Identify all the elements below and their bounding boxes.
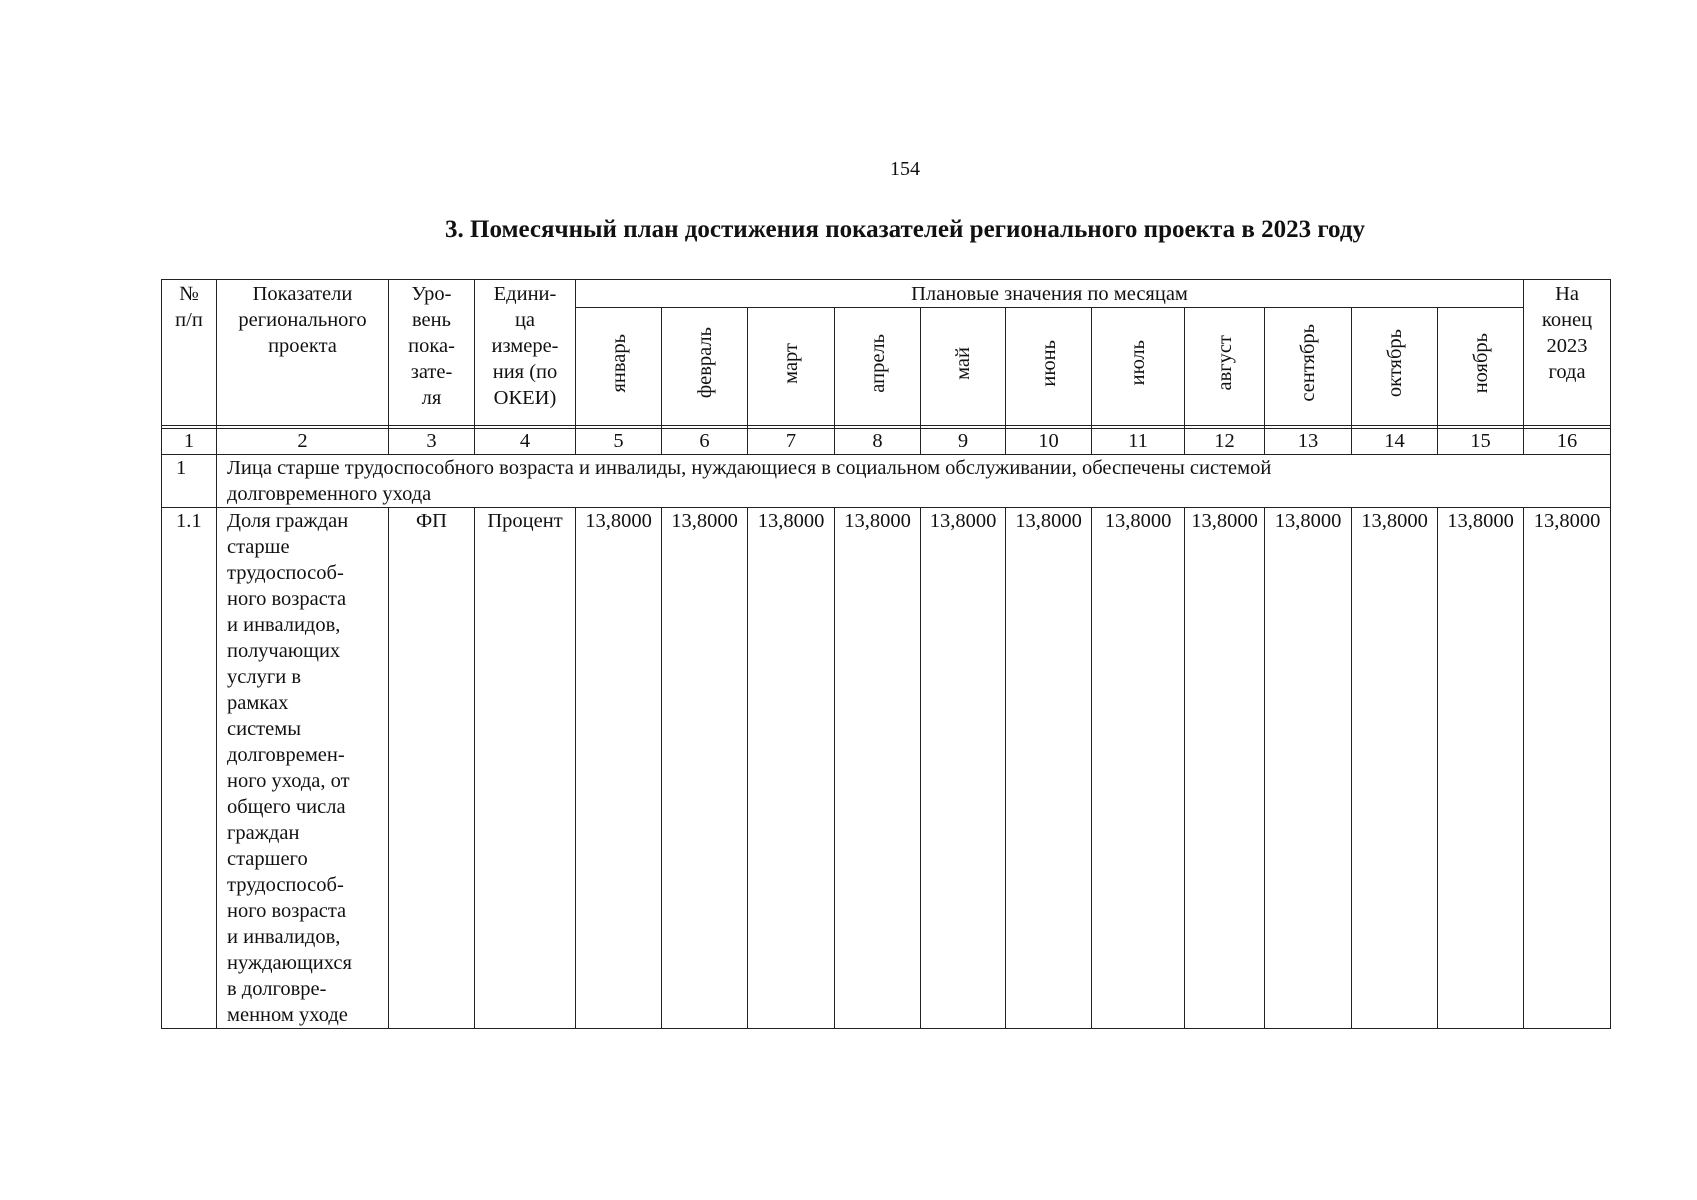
column-number: 4 (475, 429, 576, 455)
indicator-number: 1.1 (162, 508, 217, 1029)
month-label: ноябрь (1469, 332, 1492, 394)
month-value: 13,8000 (1352, 508, 1438, 1029)
header-year-end (1524, 280, 1611, 426)
column-number: 1 (162, 429, 217, 455)
month-value: 13,8000 (1006, 508, 1092, 1029)
month-label: июнь (1037, 339, 1060, 387)
indicator-name-line: менном уходе (227, 1004, 348, 1026)
month-header (662, 308, 748, 426)
month-header (1092, 308, 1185, 426)
month-label: октябрь (1383, 328, 1406, 398)
header-level-line: вень (412, 309, 451, 331)
indicator-level: ФП (389, 508, 475, 1029)
indicator-name-line: старше (227, 536, 290, 558)
month-header (1006, 308, 1092, 426)
month-label: август (1213, 335, 1236, 391)
document-title: 3. Помесячный план достижения показателей регионального проекта в 2023 году (445, 216, 1365, 243)
year-end-value: 13,8000 (1524, 508, 1611, 1029)
month-value: 13,8000 (835, 508, 921, 1029)
indicator-name-line: долговремен- (227, 744, 345, 766)
month-value: 13,8000 (748, 508, 835, 1029)
indicator-name-line: и инвалидов, (227, 614, 341, 636)
month-header (1265, 308, 1352, 426)
month-header (835, 308, 921, 426)
month-value: 13,8000 (921, 508, 1006, 1029)
header-indicator-line: регионального (238, 309, 367, 331)
header-level-line: пока- (408, 335, 455, 357)
indicator-name-line: рамках (227, 692, 289, 714)
header-level-line: ля (421, 387, 442, 409)
month-label: июль (1127, 340, 1149, 386)
month-value: 13,8000 (1185, 508, 1265, 1029)
month-header (576, 308, 662, 426)
section-title-line: долговременного ухода (227, 483, 432, 505)
indicator-name-line: старшего (227, 848, 308, 870)
column-number: 11 (1092, 429, 1185, 455)
header-level (389, 280, 475, 426)
column-number: 16 (1524, 429, 1611, 455)
header-level-line: зате- (410, 361, 453, 383)
indicator-row (162, 508, 1611, 1029)
header-year-end-line: конец (1541, 309, 1593, 331)
month-header (921, 308, 1006, 426)
indicator-name-line: Доля граждан (227, 510, 349, 532)
header-row-1 (162, 280, 1611, 308)
section-title (217, 455, 1611, 508)
month-value: 13,8000 (1265, 508, 1352, 1029)
indicator-name-line: ного возраста (227, 900, 347, 922)
column-numbers-row (162, 429, 1611, 455)
month-value: 13,8000 (576, 508, 662, 1029)
header-unit-line: ОКЕИ) (493, 387, 557, 409)
header-level-line: Уро- (411, 283, 452, 305)
indicator-name-line: трудоспособ- (227, 562, 344, 584)
column-number: 6 (662, 429, 748, 455)
month-label: апрель (866, 333, 889, 393)
indicator-name-line: ного возраста (227, 588, 347, 610)
indicator-name-line: трудоспособ- (227, 874, 344, 896)
header-year-end-line: года (1548, 361, 1586, 383)
indicator-name-line: нуждающихся (227, 952, 352, 974)
header-num-line: № (179, 283, 199, 305)
page-number: 154 (890, 158, 920, 180)
header-num-line: п/п (175, 309, 203, 331)
header-year-end-line: 2023 (1546, 335, 1588, 357)
month-header (748, 308, 835, 426)
month-value: 13,8000 (1438, 508, 1524, 1029)
month-label: февраль (693, 327, 716, 399)
column-number: 14 (1352, 429, 1438, 455)
indicator-name-line: и инвалидов, (227, 926, 341, 948)
header-unit-line: Едини- (493, 283, 557, 305)
month-label: март (780, 342, 802, 384)
column-number: 10 (1006, 429, 1092, 455)
indicator-name-line: получающих (227, 640, 341, 662)
header-unit (475, 280, 576, 426)
month-header (1185, 308, 1265, 426)
indicator-name (217, 508, 389, 1029)
month-label: сентябрь (1297, 324, 1319, 402)
section-row (162, 455, 1611, 508)
header-indicator-line: Показатели (252, 283, 353, 305)
column-number: 5 (576, 429, 662, 455)
column-number: 15 (1438, 429, 1524, 455)
month-header (1438, 308, 1524, 426)
header-indicator (217, 280, 389, 426)
indicator-name-line: граждан (227, 822, 300, 844)
indicator-unit: Процент (475, 508, 576, 1029)
column-number: 8 (835, 429, 921, 455)
month-value: 13,8000 (662, 508, 748, 1029)
column-number: 12 (1185, 429, 1265, 455)
header-num (162, 280, 217, 426)
column-number: 2 (217, 429, 389, 455)
header-year-end-line: На (1555, 283, 1579, 305)
section-title-line: Лица старше трудоспособного возраста и инвалиды, нуждающиеся в социальном обслуживании, обеспечены системой (227, 457, 1272, 479)
header-unit-line: ния (по (492, 361, 558, 383)
column-number: 7 (748, 429, 835, 455)
header-unit-line: измере- (491, 335, 559, 357)
section-number: 1 (162, 455, 217, 508)
header-unit-line: ца (514, 309, 536, 331)
indicator-name-line: в долговре- (227, 978, 327, 1000)
indicator-name-line: системы (227, 718, 301, 740)
monthly-plan-table (161, 279, 1611, 1029)
indicator-name-line: услуги в (227, 666, 302, 688)
column-number: 13 (1265, 429, 1352, 455)
indicator-name-line: общего числа (227, 796, 346, 818)
column-number: 9 (921, 429, 1006, 455)
month-label: январь (607, 333, 630, 393)
header-planned-values: Плановые значения по месяцам (576, 280, 1524, 308)
header-indicator-line: проекта (268, 335, 337, 357)
month-label: май (952, 346, 974, 380)
month-value: 13,8000 (1092, 508, 1185, 1029)
indicator-name-line: ного ухода, от (227, 770, 350, 792)
column-number: 3 (389, 429, 475, 455)
month-header (1352, 308, 1438, 426)
